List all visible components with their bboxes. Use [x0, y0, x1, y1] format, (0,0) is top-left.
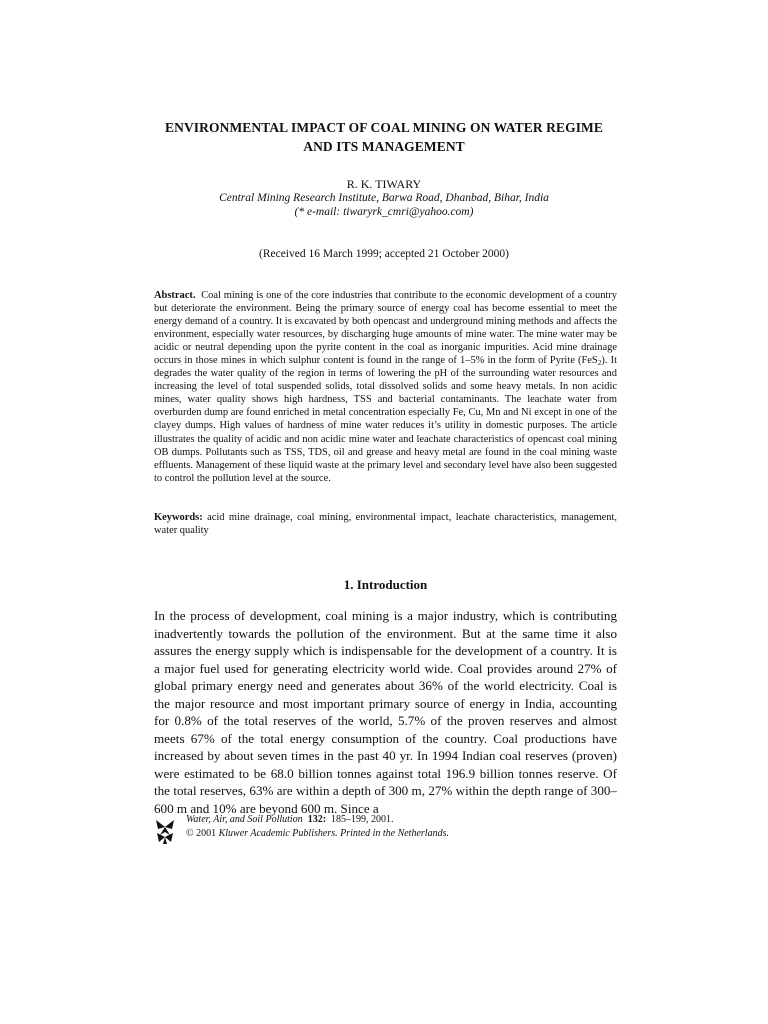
keywords-text: acid mine drainage, coal mining, environmental impact, leachate characteristics, management, water quality	[154, 512, 617, 537]
copyright-year: © 2001	[186, 828, 217, 839]
publisher-logo-icon	[154, 815, 176, 845]
abstract	[154, 289, 617, 485]
keywords-label: Keywords:	[154, 512, 203, 523]
title-line-1: ENVIRONMENTAL IMPACT OF COAL MINING ON WATER REGIME	[164, 120, 603, 135]
paper-title	[100, 118, 668, 156]
journal-citation	[186, 813, 394, 826]
abstract-label: Abstract.	[154, 290, 196, 301]
abstract-subscript: 2	[597, 358, 602, 368]
journal-volume: 132:	[307, 814, 327, 825]
introduction-paragraph: In the process of development, coal mining is a major industry, which is contributing inadvertently towards the pollution of the environment. But at the same time it also assures the energy supply which is indispensable for the development of a country. It is a major fuel used for generating electricity world wide. Coal provides around 27% of global primary energy need and generates about 36% of the world electricity. Coal is the major resource and most important primary source of energy in India, accounting for 0.8% of the total reserves of the world, 5.7% of the proven reserves and almost meets 67% of the total energy consumption of the country. Coal productions have increased by about seven times in the past 40 yr. In 1994 Indian coal reserves (proven) were estimated to be 68.0 billion tonnes against total 196.9 billion tonnes reserve. Of the total reserves, 63% are within a depth of 300 m, 27% within the depth range of 300–600 m and 10% are beyond 600 m. Since a	[154, 608, 617, 817]
title-line-2: AND ITS MANAGEMENT	[303, 139, 465, 154]
received-dates: (Received 16 March 1999; accepted 21 October 2000)	[258, 248, 510, 260]
section-heading-introduction: 1. Introduction	[343, 577, 428, 592]
journal-pages-year: 185–199, 2001.	[331, 814, 394, 825]
publisher-line: Kluwer Academic Publishers. Printed in the Netherlands.	[218, 828, 449, 839]
author-affiliation: Central Mining Research Institute, Barwa Road, Dhanbad, Bihar, India	[219, 192, 549, 204]
author-email: (* e-mail: tiwaryrk_cmri@yahoo.com)	[294, 206, 474, 218]
abstract-text-part-2: ). It degrades the water quality of the region in terms of lowering the pH of the surrounding water resources and increasing the level of total suspended solids, total dissolved solids and some heavy metals. In non acidic mines, water quality shows high hardness, TSS and bacterial contaminants. The leachate water from overburden dump are found enriched in metal concentration especially Fe, Cu, Mn and Ni except in one of the clayey dumps. High values of hardness of mine water reduces it’s utility in domestic purposes. The article illustrates the quality of acidic and non acidic mine water and leachate characteristics of opencast coal mining OB dumps. Pollutants such as TSS, TDS, oil and grease and heavy metal are found in the coal mining waste effluents. Management of these liquid waste at the primary level and secondary level have also been suggested to control the pollution level at the source.	[154, 355, 617, 484]
copyright-line	[186, 827, 449, 840]
author-name: R. K. TIWARY	[346, 177, 422, 191]
journal-name: Water, Air, and Soil Pollution	[186, 814, 303, 825]
journal-footer	[154, 811, 574, 847]
keywords	[154, 511, 617, 537]
abstract-text-part-1: Coal mining is one of the core industries that contribute to the economic development of a country but deteriorate the environment. Being the primary source of energy coal has become essential to meet the energy demand of a country. It is excavated by both opencast and underground mining methods and affects the environment, especially water resources, by discharging huge amounts of mine water. The mine water may be acidic or neutral depending upon the pyrite content in the coal as inorganic impurities. Acid mine drainage occurs in those mines in which sulphur content is found in the range of 1–5% in the form of Pyrite (FeS	[154, 290, 618, 367]
